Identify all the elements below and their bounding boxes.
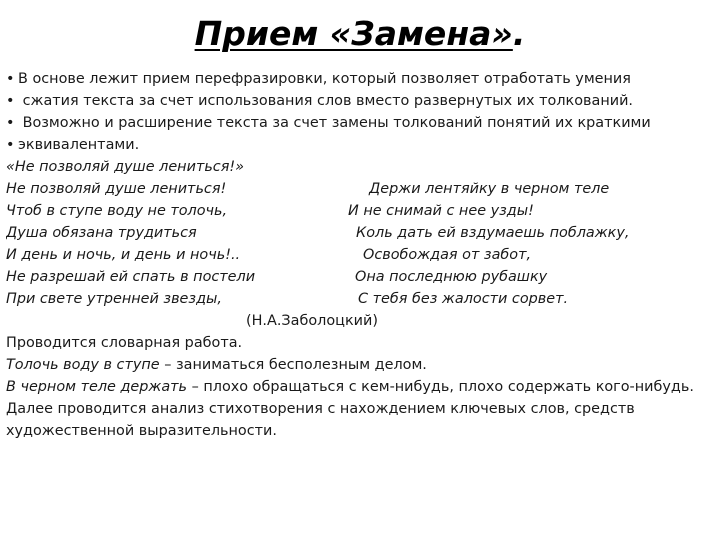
slide-title — [0, 14, 720, 53]
poem-line — [6, 200, 720, 222]
vocab-definition: – заниматься бесполезным делом. — [159, 357, 427, 373]
vocab-intro: Проводится словарная работа. — [6, 335, 243, 351]
poem-line — [6, 178, 720, 200]
poem-line-right: Коль дать ей вздумаешь поблажку, — [356, 225, 630, 241]
vocab-definition: – плохо обращаться с кем-нибудь, плохо содержать кого-нибудь. — [187, 379, 694, 395]
poem-author: (Н.А.Заболоцкий) — [246, 313, 378, 329]
poem-title: «Не позволяй душе лениться!» — [6, 159, 245, 175]
poem-line-right: Она последнюю рубашку — [355, 269, 548, 285]
poem-line — [6, 288, 720, 310]
poem-line-left: Не позволяй душе лениться! — [6, 181, 227, 197]
analysis-line: Далее проводится анализ стихотворения с нахождением ключевых слов, средств — [6, 401, 635, 417]
poem-line — [6, 266, 720, 288]
poem-line-left: Не разрешай ей спать в постели — [6, 269, 256, 285]
bullet-marker: • — [6, 71, 15, 87]
poem-author-row — [6, 310, 720, 332]
bullet-item — [6, 134, 720, 156]
bullet-item — [6, 112, 720, 134]
poem-line — [6, 222, 720, 244]
poem-line-left: Душа обязана трудиться — [6, 225, 197, 241]
poem-line-right: Освобождая от забот, — [363, 247, 532, 263]
poem-line-right: С тебя без жалости сорвет. — [358, 291, 569, 307]
slide-title-period: . — [512, 14, 526, 53]
bullet-marker: • — [6, 93, 15, 109]
poem-line-left: При свете утренней звезды, — [6, 291, 222, 307]
vocab-term: Толочь воду в ступе — [6, 357, 160, 373]
poem-line — [6, 244, 720, 266]
vocab-item — [6, 376, 720, 398]
poem-line-left: Чтоб в ступе воду не толочь, — [6, 203, 228, 219]
bullet-text: Возможно и расширение текста за счет замены толкований понятий их краткими — [18, 115, 651, 131]
poem-line-right: И не снимай с нее узды! — [348, 203, 534, 219]
bullet-marker: • — [6, 137, 15, 153]
slide-body — [6, 68, 720, 442]
bullet-marker: • — [6, 115, 15, 131]
bullet-item — [6, 90, 720, 112]
bullet-text: эквивалентами. — [18, 137, 140, 153]
bullet-text: сжатия текста за счет использования слов вместо развернутых их толкований. — [18, 93, 634, 109]
bullet-item — [6, 68, 720, 90]
analysis-line: художественной выразительности. — [6, 423, 277, 439]
vocab-term: В черном теле держать — [6, 379, 188, 395]
poem-line-left: И день и ночь, и день и ночь!.. — [6, 247, 241, 263]
poem-line-right: Держи лентяйку в черном теле — [369, 181, 610, 197]
vocab-item — [6, 354, 720, 376]
bullet-text: В основе лежит прием перефразировки, который позволяет отработать умения — [18, 71, 631, 87]
slide-title-text: Прием «Замена» — [194, 14, 513, 53]
